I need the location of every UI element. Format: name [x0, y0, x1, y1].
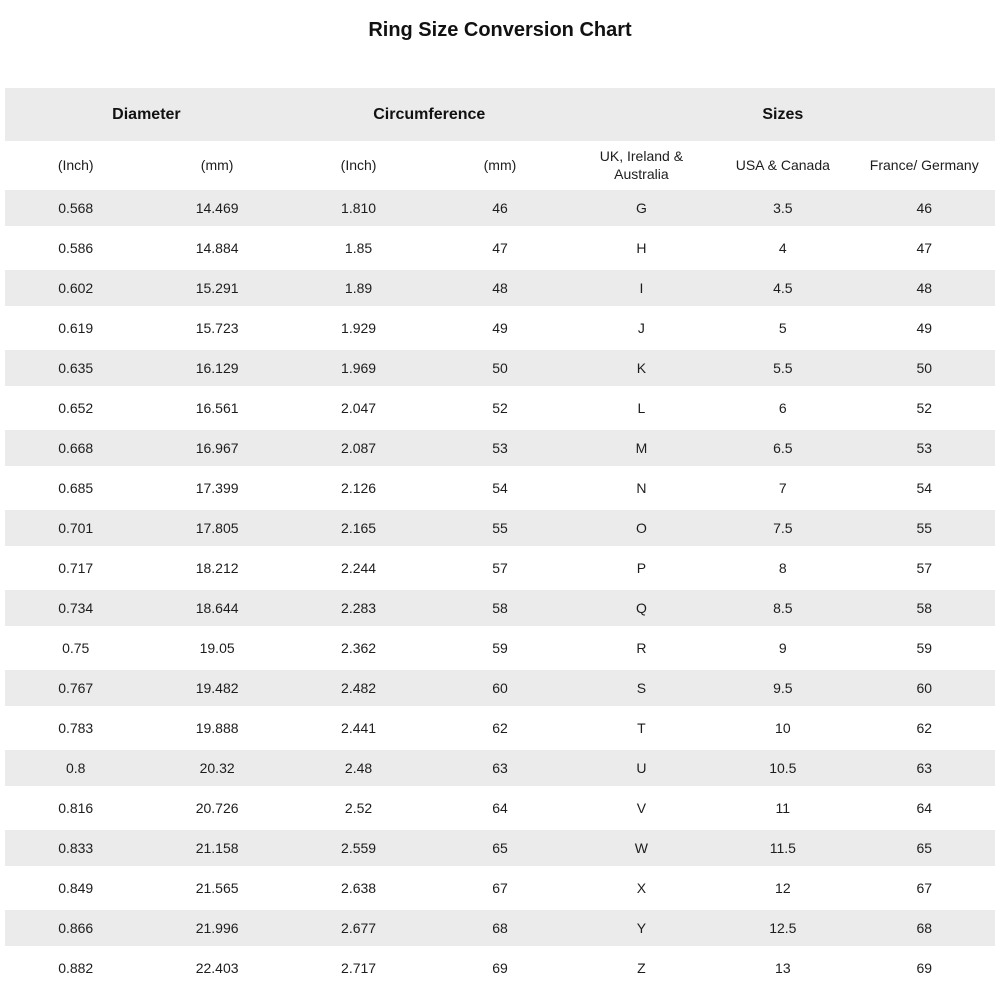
cell: 0.635 [5, 348, 146, 388]
cell: 0.75 [5, 628, 146, 668]
cell: 17.805 [146, 508, 287, 548]
cell: 0.685 [5, 468, 146, 508]
cell: 19.888 [146, 708, 287, 748]
cell: 10 [712, 708, 853, 748]
cell: 0.833 [5, 828, 146, 868]
cell: 49 [854, 308, 995, 348]
table-row [5, 548, 995, 588]
cell: 2.047 [288, 388, 429, 428]
cell: 0.602 [5, 268, 146, 308]
cell: 2.559 [288, 828, 429, 868]
cell: U [571, 748, 712, 788]
cell: 55 [854, 508, 995, 548]
cell: 2.677 [288, 908, 429, 948]
cell: 15.723 [146, 308, 287, 348]
group-header-row [5, 88, 995, 141]
table-row [5, 508, 995, 548]
cell: 20.32 [146, 748, 287, 788]
cell: 54 [854, 468, 995, 508]
cell: 50 [854, 348, 995, 388]
group-header-sizes: Sizes [571, 88, 995, 141]
column-header-row [5, 141, 995, 190]
cell: 62 [429, 708, 570, 748]
cell: K [571, 348, 712, 388]
table-body [5, 190, 995, 988]
table-row [5, 308, 995, 348]
cell: 0.701 [5, 508, 146, 548]
cell: 16.129 [146, 348, 287, 388]
cell: 62 [854, 708, 995, 748]
cell: 0.619 [5, 308, 146, 348]
cell: 0.866 [5, 908, 146, 948]
cell: Z [571, 948, 712, 988]
cell: 48 [854, 268, 995, 308]
cell: 69 [429, 948, 570, 988]
cell: G [571, 190, 712, 228]
cell: 15.291 [146, 268, 287, 308]
cell: O [571, 508, 712, 548]
cell: R [571, 628, 712, 668]
cell: 52 [854, 388, 995, 428]
page-title: Ring Size Conversion Chart [368, 19, 632, 41]
col-header-diameter-inch: (Inch) [5, 141, 146, 190]
cell: 2.441 [288, 708, 429, 748]
cell: 8.5 [712, 588, 853, 628]
cell: 63 [854, 748, 995, 788]
cell: 60 [854, 668, 995, 708]
cell: 58 [854, 588, 995, 628]
cell: 69 [854, 948, 995, 988]
group-header-circumference: Circumference [288, 88, 571, 141]
cell: 67 [854, 868, 995, 908]
cell: 1.89 [288, 268, 429, 308]
cell: I [571, 268, 712, 308]
cell: 0.652 [5, 388, 146, 428]
col-header-circumference-mm: (mm) [429, 141, 570, 190]
cell: 53 [429, 428, 570, 468]
cell: 12 [712, 868, 853, 908]
table-row [5, 190, 995, 228]
cell: 58 [429, 588, 570, 628]
cell: 52 [429, 388, 570, 428]
cell: X [571, 868, 712, 908]
cell: 57 [854, 548, 995, 588]
table-row [5, 428, 995, 468]
table-row [5, 268, 995, 308]
table-row [5, 868, 995, 908]
col-header-circumference-inch: (Inch) [288, 141, 429, 190]
cell: 0.668 [5, 428, 146, 468]
ring-size-conversion-table [5, 88, 995, 990]
cell: S [571, 668, 712, 708]
cell: 6 [712, 388, 853, 428]
cell: 8 [712, 548, 853, 588]
cell: 11.5 [712, 828, 853, 868]
cell: 2.087 [288, 428, 429, 468]
cell: L [571, 388, 712, 428]
cell: 18.212 [146, 548, 287, 588]
col-header-uk-ireland-australia: UK, Ireland & Australia [571, 141, 712, 190]
cell: 2.48 [288, 748, 429, 788]
cell: 49 [429, 308, 570, 348]
cell: 65 [429, 828, 570, 868]
cell: 14.469 [146, 190, 287, 228]
cell: 0.816 [5, 788, 146, 828]
cell: 17.399 [146, 468, 287, 508]
cell: 12.5 [712, 908, 853, 948]
cell: 46 [854, 190, 995, 228]
cell: 2.283 [288, 588, 429, 628]
cell: 1.810 [288, 190, 429, 228]
col-header-usa-canada: USA & Canada [712, 141, 853, 190]
cell: M [571, 428, 712, 468]
cell: Q [571, 588, 712, 628]
cell: 0.568 [5, 190, 146, 228]
cell: 2.362 [288, 628, 429, 668]
cell: 21.565 [146, 868, 287, 908]
cell: 7.5 [712, 508, 853, 548]
cell: 63 [429, 748, 570, 788]
cell: 57 [429, 548, 570, 588]
cell: J [571, 308, 712, 348]
table-row [5, 468, 995, 508]
table-row [5, 748, 995, 788]
table-row [5, 668, 995, 708]
cell: 0.783 [5, 708, 146, 748]
cell: 18.644 [146, 588, 287, 628]
table-row [5, 588, 995, 628]
col-header-diameter-mm: (mm) [146, 141, 287, 190]
cell: H [571, 228, 712, 268]
group-header-diameter: Diameter [5, 88, 288, 141]
cell: 21.158 [146, 828, 287, 868]
cell: 67 [429, 868, 570, 908]
cell: 59 [429, 628, 570, 668]
cell: 47 [429, 228, 570, 268]
table-row [5, 708, 995, 748]
cell: 9.5 [712, 668, 853, 708]
cell: 2.126 [288, 468, 429, 508]
cell: 65 [854, 828, 995, 868]
cell: 10.5 [712, 748, 853, 788]
cell: 46 [429, 190, 570, 228]
cell: 19.05 [146, 628, 287, 668]
cell: 59 [854, 628, 995, 668]
cell: 16.967 [146, 428, 287, 468]
cell: T [571, 708, 712, 748]
cell: 68 [854, 908, 995, 948]
cell: 20.726 [146, 788, 287, 828]
table-row [5, 348, 995, 388]
cell: 0.882 [5, 948, 146, 988]
cell: W [571, 828, 712, 868]
cell: 1.85 [288, 228, 429, 268]
col-header-france-germany: France/ Germany [854, 141, 995, 190]
cell: 3.5 [712, 190, 853, 228]
cell: 2.638 [288, 868, 429, 908]
table-head [5, 88, 995, 190]
cell: 19.482 [146, 668, 287, 708]
cell: 22.403 [146, 948, 287, 988]
cell: 60 [429, 668, 570, 708]
cell: 13 [712, 948, 853, 988]
cell: 14.884 [146, 228, 287, 268]
table-row [5, 228, 995, 268]
table-row [5, 908, 995, 948]
cell: 47 [854, 228, 995, 268]
cell: 48 [429, 268, 570, 308]
cell: 50 [429, 348, 570, 388]
cell: 0.767 [5, 668, 146, 708]
cell: N [571, 468, 712, 508]
cell: 54 [429, 468, 570, 508]
cell: 2.52 [288, 788, 429, 828]
cell: 4.5 [712, 268, 853, 308]
cell: 5 [712, 308, 853, 348]
cell: 1.929 [288, 308, 429, 348]
cell: Y [571, 908, 712, 948]
cell: V [571, 788, 712, 828]
cell: 0.717 [5, 548, 146, 588]
cell: 9 [712, 628, 853, 668]
cell: 11 [712, 788, 853, 828]
cell: 21.996 [146, 908, 287, 948]
cell: 4 [712, 228, 853, 268]
table-row [5, 388, 995, 428]
cell: 55 [429, 508, 570, 548]
cell: 64 [854, 788, 995, 828]
cell: 64 [429, 788, 570, 828]
table-row [5, 948, 995, 988]
table-container [5, 88, 995, 990]
table-row [5, 628, 995, 668]
table-row [5, 828, 995, 868]
cell: 0.849 [5, 868, 146, 908]
cell: 0.8 [5, 748, 146, 788]
cell: 5.5 [712, 348, 853, 388]
cell: P [571, 548, 712, 588]
cell: 2.717 [288, 948, 429, 988]
table-row [5, 788, 995, 828]
cell: 2.244 [288, 548, 429, 588]
cell: 16.561 [146, 388, 287, 428]
cell: 6.5 [712, 428, 853, 468]
cell: 0.734 [5, 588, 146, 628]
cell: 2.482 [288, 668, 429, 708]
cell: 7 [712, 468, 853, 508]
cell: 53 [854, 428, 995, 468]
cell: 1.969 [288, 348, 429, 388]
cell: 2.165 [288, 508, 429, 548]
cell: 68 [429, 908, 570, 948]
cell: 0.586 [5, 228, 146, 268]
